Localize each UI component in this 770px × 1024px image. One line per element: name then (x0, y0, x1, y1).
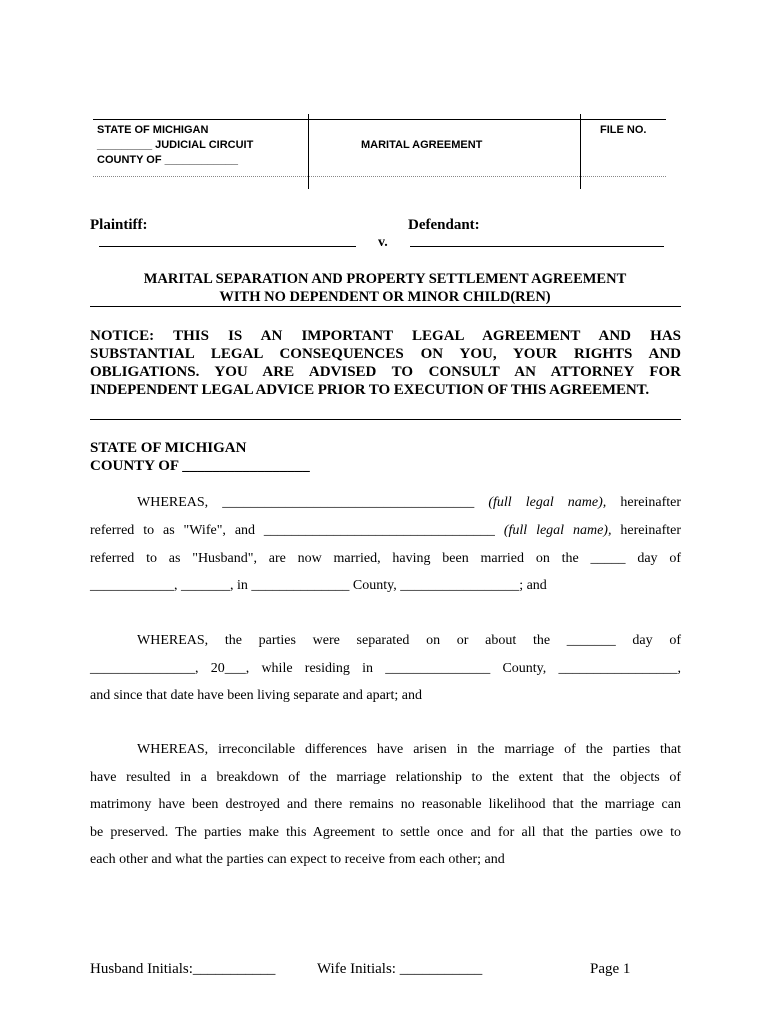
versus: v. (378, 235, 388, 250)
caption-county: COUNTY OF ____________ (97, 154, 239, 166)
whereas1-line1-text: WHEREAS, ____________________________________ (137, 495, 475, 510)
whereas3-line1: WHEREAS, irreconcilable differences have arisen in the marriage of the parties that (137, 742, 681, 757)
notice-rule (90, 419, 681, 420)
notice-line1: NOTICE: THIS IS AN IMPORTANT LEGAL AGREEMENT AND HAS (90, 328, 681, 344)
whereas3-line2: have resulted in a breakdown of the marriage relationship to the extent that the objects of (90, 770, 681, 785)
caption-circuit: _________ JUDICIAL CIRCUIT (97, 139, 254, 151)
whereas1-line2 (90, 523, 681, 539)
whereas3-line4: be preserved. The parties make this Agreement to settle once and for all that the parties owe to (90, 825, 681, 840)
whereas1-line4: ____________, _______, in ______________ County, _________________; and (90, 578, 547, 593)
venue-county: COUNTY OF _________________ (90, 458, 310, 474)
caption-bottom-rule (93, 176, 666, 177)
plaintiff-line (99, 246, 356, 247)
defendant-line (410, 246, 664, 247)
whereas3-line3: matrimony have been destroyed and there remains no reasonable likelihood that the marriage can (90, 797, 681, 812)
whereas1-line2-end: hereinafter (620, 523, 681, 538)
wife-initials: Wife Initials: ___________ (317, 961, 483, 977)
page-number: Page 1 (590, 961, 631, 977)
caption-divider-left (308, 114, 309, 189)
plaintiff-label: Plaintiff: (90, 217, 148, 233)
whereas1-line1-italic: (full legal name), (488, 495, 607, 510)
caption-state: STATE OF MICHIGAN (97, 124, 209, 136)
notice-line2: SUBSTANTIAL LEGAL CONSEQUENCES ON YOU, YOUR RIGHTS AND (90, 346, 681, 362)
caption-doc-title: MARITAL AGREEMENT (361, 139, 483, 151)
agreement-title-line1: MARITAL SEPARATION AND PROPERTY SETTLEMENT AGREEMENT (143, 271, 627, 287)
whereas3-line5: each other and what the parties can expect to receive from each other; and (90, 852, 505, 867)
caption-divider-right (580, 114, 581, 189)
whereas1-line2-italic: (full legal name), (503, 523, 612, 538)
whereas1-line3: referred to as "Husband", are now married, having been married on the _____ day of (90, 551, 681, 566)
whereas1-line1 (137, 495, 681, 511)
notice-line4: INDEPENDENT LEGAL ADVICE PRIOR TO EXECUTION OF THIS AGREEMENT. (90, 382, 650, 398)
defendant-label: Defendant: (408, 217, 480, 233)
title-rule (90, 306, 681, 307)
whereas2-line2: _______________, 20___, while residing in _______________ County, _________________, (90, 661, 681, 676)
husband-initials: Husband Initials:___________ (90, 961, 276, 977)
notice-line3: OBLIGATIONS. YOU ARE ADVISED TO CONSULT AN ATTORNEY FOR (90, 364, 681, 380)
caption-file-no: FILE NO. (600, 124, 647, 136)
whereas2-line3: and since that date have been living separate and apart; and (90, 688, 422, 703)
whereas2-line1: WHEREAS, the parties were separated on or about the _______ day of (137, 633, 681, 648)
whereas1-line2-text: referred to as "Wife", and _________________________________ (90, 523, 495, 538)
venue-state: STATE OF MICHIGAN (90, 440, 247, 456)
whereas1-line1-end: hereinafter (620, 495, 681, 510)
agreement-title-line2: WITH NO DEPENDENT OR MINOR CHILD(REN) (219, 289, 551, 305)
